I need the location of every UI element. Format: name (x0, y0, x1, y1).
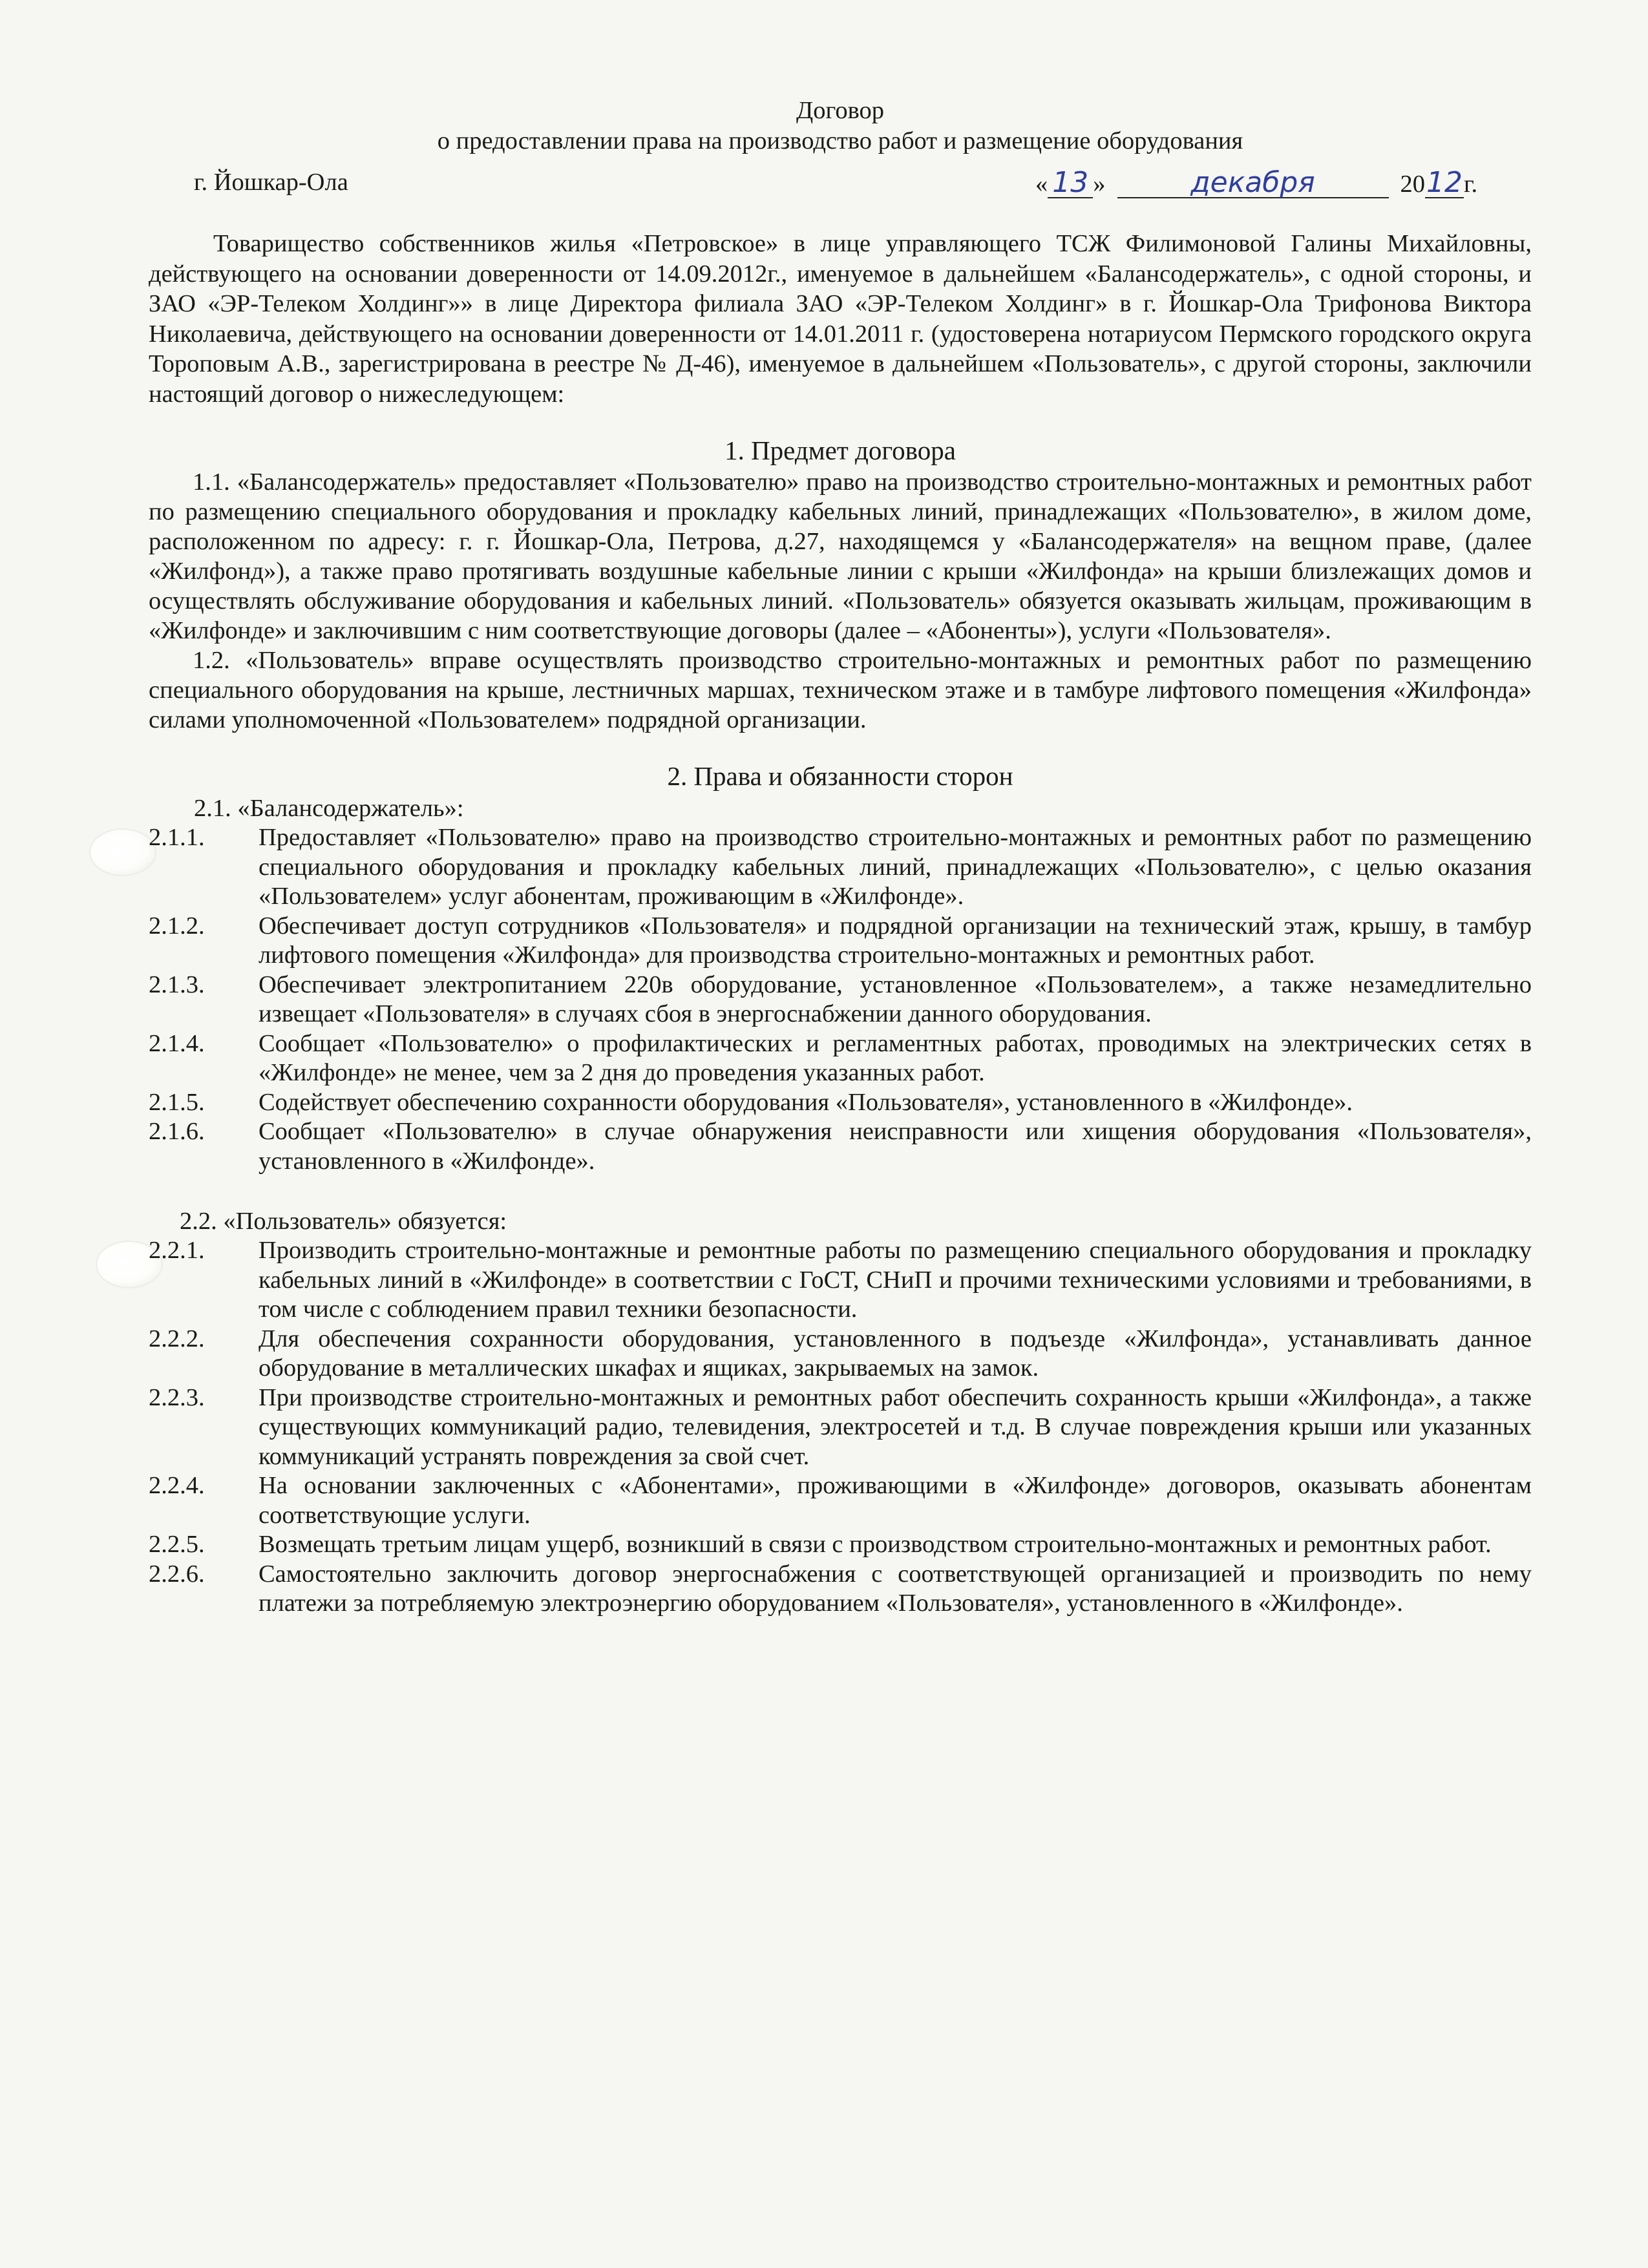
section-1-heading: 1. Предмет договора (724, 436, 956, 465)
document-body (149, 96, 1532, 1619)
clause-number: 2.1.6. (149, 1118, 205, 1145)
clause-number: 2.2.3. (149, 1383, 205, 1411)
clause-number: 2.1.2. (149, 912, 205, 940)
clause-text: Производить строительно-монтажные и ремонтные работы по размещению специального оборудования и прокладку кабельных линий в «Жилфонде» в соответствии с ГоСТ, СНиП и прочими техническими условиями и требованиями, в том числе с соблюдением правил техники безопасности. (259, 1237, 1532, 1323)
date-open-quote: « (1035, 171, 1048, 198)
clause-text: Для обеспечения сохранности оборудования, установленного в подъезде «Жилфонда», устанавливать данное оборудование в металлических шкафах и ящиках, закрываемых на замок. (259, 1325, 1532, 1381)
clause-text: Предоставляет «Пользователю» право на производство строительно-монтажных и ремонтных работ по размещению специального оборудования и прокладку кабельных линий, принадлежащих «Пользователю», с целью оказания «Пользователем» услуг абонентам, проживающим в «Жилфонде». (259, 824, 1532, 910)
date-year-end: г. (1464, 171, 1478, 198)
clause-number: 2.1.1. (149, 824, 205, 851)
document-title: Договор (796, 97, 884, 124)
clause-number: 2.2.4. (149, 1472, 205, 1499)
date-year-prefix: 20 (1400, 171, 1425, 198)
list-item (149, 1117, 1532, 1176)
list-item (149, 1029, 1532, 1088)
list-item (149, 823, 1532, 912)
city-name: г. Йошкар-Ола (194, 169, 348, 196)
document-title-block (149, 96, 1532, 156)
clause-list-2-1 (149, 823, 1532, 1176)
clause-text: Сообщает «Пользователю» в случае обнаружения неисправности или хищения оборудования «Пользователя», установленного в «Жилфонде». (259, 1118, 1532, 1175)
punch-hole-top (90, 830, 155, 875)
list-item (149, 1530, 1532, 1560)
clause-text: Содействует обеспечению сохранности оборудования «Пользователя», установленного в «Жилфонде». (259, 1088, 1353, 1116)
clause-text: На основании заключенных с «Абонентами», проживающими в «Жилфонде» договоров, оказывать абонентам соответствующие услуги. (259, 1472, 1532, 1529)
clause-text: Возмещать третьим лицам ущерб, возникший в связи с производством строительно-монтажных и ремонтных работ. (259, 1531, 1492, 1558)
date-month-handwritten: декабря (1117, 168, 1389, 198)
list-item (149, 1236, 1532, 1325)
list-item (149, 1088, 1532, 1118)
clause-list-2-2 (149, 1236, 1532, 1619)
list-item (149, 1560, 1532, 1619)
subsection-2-1-heading: 2.1. «Балансодержатель»: (194, 795, 464, 822)
clause-text: Обеспечивает электропитанием 220в оборудование, установленное «Пользователем», а также незамедлительно извещает «Пользователя» в случаях сбоя в энергоснабжении данного оборудования. (259, 971, 1532, 1027)
preamble-paragraph: Товарищество собственников жилья «Петровское» в лице управляющего ТСЖ Филимоновой Галины Михайловны, действующего на основании доверенности от 14.09.2012г., именуемое в дальнейшем «Балансодержатель», с одной стороны, и ЗАО «ЭР-Телеком Холдинг»» в лице Директора филиала ЗАО «ЭР-Телеком Холдинг» в г. Йошкар-Ола Трифонова Виктора Николаевича, действующего на основании доверенности от 14.01.2011 г. (удостоверена нотариусом Пермского городского округа Тороповым А.В., зарегистрирована в реестре № Д-46), именуемое в дальнейшем «Пользователь», с другой стороны, заключили настоящий договор о нижеследующем: (149, 230, 1532, 408)
clause-number: 2.1.5. (149, 1088, 205, 1116)
clause-text: Самостоятельно заключить договор энергоснабжения с соответствующей организацией и производить по нему платежи за потребляемую электроэнергию оборудованием «Пользователя», установленного в «Жилфонде». (259, 1560, 1532, 1617)
clause-number: 2.2.2. (149, 1325, 205, 1352)
spacer (149, 1176, 1532, 1204)
place-date-row (149, 163, 1532, 202)
clause-number: 2.1.4. (149, 1029, 205, 1057)
list-item (149, 971, 1532, 1029)
date-close-quote: » (1093, 171, 1106, 198)
date-year-handwritten: 12 (1426, 166, 1463, 199)
date-day-handwritten: 13 (1048, 168, 1093, 198)
list-item (149, 912, 1532, 971)
clause-number: 2.1.3. (149, 971, 205, 998)
list-item (149, 1325, 1532, 1383)
clause-text: Обеспечивает доступ сотрудников «Пользователя» и подрядной организации на технический этаж, крышу, в тамбур лифтового помещения «Жилфонда» для производства строительно-монтажных и ремонтных работ. (259, 912, 1532, 969)
list-item (149, 1471, 1532, 1530)
clause-text: Сообщает «Пользователю» о профилактических и регламентных работах, проводимых на электрических сетях в «Жилфонде» не менее, чем за 2 дня до проведения указанных работ. (259, 1029, 1532, 1086)
contract-date (1035, 168, 1477, 199)
clause-number: 2.2.5. (149, 1531, 205, 1558)
clause-1-1: 1.1. «Балансодержатель» предоставляет «Пользователю» право на производство строительно-монтажных и ремонтных работ по размещению специального оборудования и прокладку кабельных линий, принадлежащих «Пользователю», в жилом доме, расположенном по адресу: г. г. Йошкар-Ола, Петрова, д.27, находящемся у «Балансодержателя» на вещном праве, (далее «Жилфонд»), а также право протягивать воздушные кабельные линии с крыши «Жилфонда» на крыши близлежащих домов и осуществлять обслуживание оборудования и кабельных линий. «Пользователь» обязуется оказывать жильцам, проживающим в «Жилфонде» и заключившим с ним соответствующие договоры (далее – «Абоненты»), услуги «Пользователя». (149, 468, 1532, 644)
clause-number: 2.2.1. (149, 1237, 205, 1264)
clause-1-2: 1.2. «Пользователь» вправе осуществлять производство строительно-монтажных и ремонтных работ по размещению специального оборудования на крыше, лестничных маршах, техническом этаже и в тамбуре лифтового помещения «Жилфонда» силами уполномоченной «Пользователем» подрядной организации. (149, 647, 1532, 733)
clause-number: 2.2.6. (149, 1560, 205, 1588)
document-subtitle: о предоставлении права на производство работ и размещение оборудования (437, 127, 1243, 154)
section-2-heading: 2. Права и обязанности сторон (667, 761, 1013, 791)
subsection-2-2-heading: 2.2. «Пользователь» обязуется: (180, 1208, 507, 1235)
clause-text: При производстве строительно-монтажных и ремонтных работ обеспечить сохранность крыши «Жилфонда», а также существующих коммуникаций радио, телевидения, электросетей и т.д. В случае повреждения крыши или указанных коммуникаций устранять повреждения за свой счет. (259, 1383, 1532, 1470)
list-item (149, 1383, 1532, 1472)
